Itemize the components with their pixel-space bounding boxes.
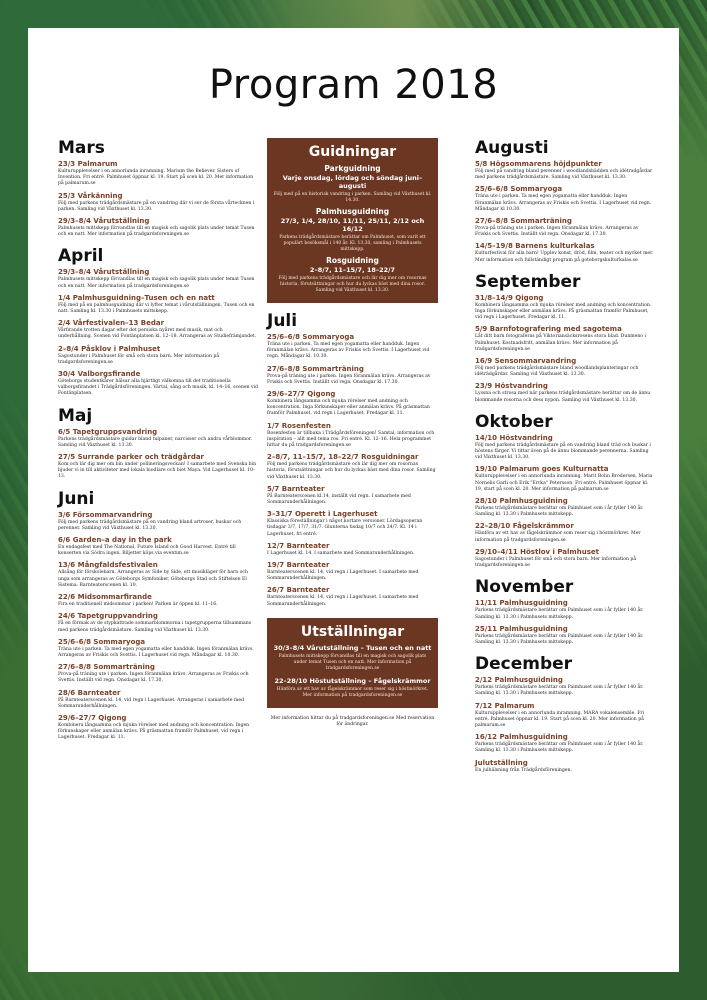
hostutstallning-text: Hänföra av ett hav av fågelskrämmor som reser sig i höstmörkret. Mer information på tradgardsforeningen.se	[276, 686, 429, 698]
event-title: 29/6–27/7 Qigong	[58, 713, 127, 722]
event-item	[58, 612, 258, 633]
event-description: Prova-på träning ute i parken. Ingen föranmälan krävs. Arrangeras av Friskis och Svettis. Inställt vid regn. Onsdagar kl. 17.30.	[58, 672, 249, 684]
event-item	[475, 434, 655, 462]
event-description: Parkens trädgårdsmästare berättar om Palmhuset som i år fyller 140 år. Samling kl. 13.30 i Palmhusets mittskepp.	[475, 506, 644, 518]
event-description: Klassiska föreställningar i något kortare versioner. Lördagsoperan tisdagar 3/7, 17/7, 31/7. Glunterna tisdag 10/7 och 24/7. Kl. 14 i Lagerhuset, fri entré.	[267, 519, 423, 537]
event-item	[58, 593, 258, 608]
event-description: Prova-på träning ute i parken. Ingen föranmälan krävs. Arrangeras av Friskis och Svettis. Inställt vid regn. Onsdagar kl. 17.30.	[475, 226, 639, 238]
event-item	[58, 370, 258, 398]
event-description: Parkens trädgårdsmästare berättar om Palmhuset som i år fyller 140 år. Samling kl. 13.30 i Palmhusets mittskepp.	[475, 685, 644, 697]
palmhusguidning-text: Parkens trädgårdsmästare berättar om Palmhuset, som varit ett populärt besöksmål i 140 år. Kl. 13.30, samling i Palmhusets mittskepp.	[279, 235, 426, 252]
footer-note: Mer information hittar du på tradgardsforeningen.se Med reservation för ändringar.	[270, 715, 435, 728]
event-description: Följ med på vandring bland perenner i woodlandsbädden och idétradgårdar med parkens trädgårdsmästare. Samling vid Växthuset kl. 13.30.	[475, 169, 653, 181]
event-item	[475, 294, 655, 322]
event-item	[267, 510, 438, 538]
event-title: 24/6 Tapetgruppvandring	[58, 612, 158, 621]
event-description: Låt ditt barn fotograferas på Viktoriansäcksrosens stora blad. Dunmeno i Palmhuset. Kostnadsfritt, anmälan krävs. Mer information på tradgardsforeningen.se	[475, 334, 647, 352]
event-title: 23/3 Palmarum	[58, 160, 118, 168]
event-title: 28/6 Barnteater	[58, 688, 121, 697]
month-section	[475, 654, 655, 774]
event-title: 25/6–6/8 Sommaryoga	[475, 185, 563, 194]
event-title: 25/11 Palmhusguidning	[475, 624, 568, 633]
event-description: Vårfirande trotten dagar efter det persiska nyåret med musik, mat och underhållning. Scenen vid Fontänplatsen kl. 12–18. Arrangeras av Studiefrämjandet.	[58, 328, 257, 340]
event-item	[58, 536, 258, 557]
month-heading: September	[475, 271, 581, 292]
palmhusguidning-title: Palmhusguidning	[315, 207, 390, 216]
event-description: Sagostunder i Palmhuset för små och stora barn. Mer information på tradgardsforeningen.se	[475, 556, 637, 569]
event-description: Träna ute i parken. Ta med egen yogamatta eller handduk. Ingen föranmälan krävs. Arrangeras av Friskis och Svettis. I Lagerhuset vid regn. Måndagar kl. 10.30.	[267, 342, 430, 360]
parkguidning-title: Parkguidning	[324, 164, 381, 173]
event-description: Palmhusets mittskepp förvandlas till en magisk och sagolik plats under temat Tusen och en natt. Mer information på tradgardsforeningen.se	[58, 226, 255, 238]
month-heading: Augusti	[475, 138, 549, 158]
event-title: 22/6 Midsommarfirande	[58, 593, 152, 602]
event-item	[267, 333, 438, 361]
palmhusguidning-dates: 27/3, 1/4, 28/10, 11/11, 25/11, 2/12 och 16/12	[280, 217, 425, 233]
event-item	[475, 676, 655, 697]
event-description: Barnteaterscenen kl. 14, vid regn i Lagerhuset. I samarbete med Sommarunderhållningen.	[267, 595, 419, 607]
event-title: 30/4 Valborgsfirande	[58, 370, 141, 379]
event-title: 6/5 Tapetgruppsvandring	[58, 427, 158, 436]
event-item	[475, 465, 655, 493]
event-title: 23/9 Höstvandring	[475, 382, 548, 391]
event-item	[58, 428, 258, 449]
event-title: 29/6–27/7 Qigong	[267, 390, 336, 399]
event-title: 3–31/7 Operett i Lagerhuset	[267, 510, 378, 519]
event-description: Följ med parkens trädgårdsmästare på en vandring bland träd och buskar i höstens färger. Vi tittar även på de ännu blommande perennerna. Samling vid Växthuset kl. 13.30.	[475, 442, 651, 461]
page-title: Program 2018	[208, 62, 499, 108]
event-title: 1/7 Rosenfesten	[267, 421, 331, 430]
event-item	[58, 160, 258, 188]
event-title: 22–28/10 Fågelskrämmor	[475, 522, 574, 531]
month-section	[475, 577, 655, 646]
month-section	[475, 272, 655, 404]
event-description: Barnteaterscenen kl. 14, vid regn i Lagerhuset. I samarbete med Sommarunderhållningen.	[267, 570, 419, 582]
event-title: 27/6–8/8 Sommarträning	[58, 663, 155, 672]
event-title: 2–8/4 Påsklov i Palmhuset	[58, 344, 161, 353]
event-description: Kulturupplevelser i en annorlunda inramning. Marium the Believer, Sisters of Invention. Fri entré. Palmhuset öppnar kl. 19. Start på scen kl. 20. Mer information på palmarum.se	[58, 169, 254, 187]
event-item	[475, 357, 655, 378]
month-heading: Maj	[58, 405, 93, 426]
event-description: Parkens trädgårdsmästare berättar om Palmhuset som i år fyller 140 år. Samling kl. 13.30 i Palmhusets mittskepp.	[475, 608, 644, 620]
event-description: På Barnteaterscenen kl. 14, vid regn i Lagerhuset. Arrangeras i samarbete med Sommarunderhållningen.	[58, 697, 245, 709]
event-title: 19/10 Palmarum goes Kulturnatta	[475, 465, 609, 474]
rosguidning-text: Följ med parkens trädgårdsmästare och lär dig mer om rosornas historia, förutsättningar och hur du lyckas bäst med dina rosor. Samling vid Växthuset kl. 13.30.	[278, 276, 427, 293]
guidningar-heading: Guidningar	[308, 144, 397, 160]
event-description: Kulturfestival för alla barn! Upplev konst, dröd, film, teater och mycket mer. Mer information och fullständigt program på goteborgskulturkalas.se	[475, 251, 654, 263]
event-description: Göteborgs studentkårer hälsar alla hjärtligt välkomna till det traditionella valborgsfirandet i Trädgårdsföreningen. Värtal, sång och musik, kl. 14–16, scenen vid Fontänplatsen.	[58, 379, 258, 397]
event-item	[58, 511, 258, 532]
event-description: Hänföra av ett hav av fågelskrämmor som reser sig i höstmörkret. Mer information på tradgardsforeningen.se	[475, 531, 641, 543]
event-item	[475, 185, 655, 213]
event-item	[475, 599, 655, 620]
month-heading: Juni	[58, 488, 95, 509]
event-description: Kulturupplevelser i en annorlunda inramning. MARA vokalensemble. Fri entré. Palmhuset öppnar kl. 19. Start på scen kl. 20. Mer information på palmarum.se	[475, 710, 645, 728]
event-description: Parkens trädgårdsmästare guidar bland tulpaner, narcisser och andra vårblommor. Samling vid Växthuset kl. 13.30.	[58, 436, 253, 448]
event-item	[475, 217, 655, 238]
month-section	[267, 311, 438, 608]
event-item	[475, 242, 655, 263]
column-right	[475, 138, 655, 782]
event-item	[58, 217, 258, 238]
event-title: 2/12 Palmhusguidning	[475, 676, 563, 685]
event-description: På Barnteaterscenen kl.14, inställt vid regn. I samarbete med Sommarunderhållningen.	[267, 493, 411, 506]
event-description: En julhälsning från Trädgårdsföreningen.	[475, 767, 572, 773]
event-title: 29/3–8/4 Vårutställning	[58, 217, 150, 226]
poster-sheet	[28, 28, 679, 972]
event-description: Följ med på en palmhusguidning där vi lyfter temat i vårutställningen, Tusen och en natt. Samling kl. 13.30 i Palmhusets mittskepp.	[58, 302, 255, 315]
event-description: Följ med parkens trädgårdsmästare och lär dig mer om rosornas historia, förutsättningar och hur du lyckas bäst med dina rosor. Samling vid Växthuset kl. 13.30.	[267, 462, 436, 480]
event-title: Julutställning	[475, 758, 528, 767]
event-item	[267, 561, 438, 582]
month-section	[58, 489, 258, 742]
event-description: Palmhusets mittskepp förvandlas till en magisk och sagolik plats under temat Tusen och en natt. Mer information på tradgardsforeningen.se	[58, 277, 255, 289]
event-title: 5/7 Barnteater	[267, 484, 325, 493]
month-section	[58, 406, 258, 481]
event-item	[267, 365, 438, 386]
varutstallning-text: Palmhusets mittskepp förvandlas till en magisk och sagolik plats under temat Tusen och en natt. Mer information på tradgardsforeningen.se	[278, 653, 427, 671]
event-title: 5/9 Barnfotografering med sagotema	[475, 325, 622, 334]
month-heading: December	[475, 654, 573, 675]
event-description: Följ med parkens trädgårdsmästare bland woodlandsplanteringar och idéträdgårdar. Samling vid Växthuset kl. 13.30.	[475, 366, 639, 378]
event-title: 26/7 Barnteater	[267, 586, 330, 595]
guidningar-box	[267, 138, 438, 303]
month-section	[58, 138, 258, 238]
event-item	[475, 325, 655, 353]
event-item	[58, 294, 258, 315]
column-middle	[267, 138, 438, 729]
utstallningar-heading: Utställningar	[300, 623, 405, 640]
event-title: 14/5–19/8 Barnens kulturkalas	[475, 242, 595, 251]
month-heading: Mars	[58, 138, 105, 158]
event-item	[475, 160, 655, 181]
event-title: 16/9 Sensommarvandring	[475, 357, 577, 366]
event-description: Träna ute i parken. Ta med egen yogamatta eller handduk. Ingen föranmälan krävs. Arrangeras av Friskis och Svettis. I Lagerhuset vid regn. Måndagar kl. 10.30.	[58, 646, 254, 658]
event-item	[475, 759, 655, 774]
event-item	[267, 485, 438, 506]
event-description: Följ med parkens trädgårdsmästare på en vandring bland artroser, buskar och perenner. Samling vid Växthuset kl. 13.30.	[58, 519, 242, 531]
event-title: 27/5 Surrande parker och trädgårdar	[58, 453, 205, 462]
event-description: En endagsfest med The National, Future Island och Good Harvest. Entré till konserten via Södra ingen. Biljetter köps via eventim.se	[58, 545, 236, 557]
utstallningar-box	[267, 618, 438, 708]
event-title: 1/4 Palmhusguidning–Tusen och en natt	[58, 293, 215, 302]
event-item	[267, 542, 438, 557]
event-description: Kulturupplevelser i en annorlunda inramning. Marit Bohn Brodersen, Maria Nornelis Garli och Erik "Errka" Petersson. Fri entré. Palmhuset öppnar kl. 19, start på scen kl. 20. Mer information på palmarum.se	[475, 474, 653, 492]
month-heading: November	[475, 577, 574, 598]
varutstallning-title: 30/3–8/4 Vårutställning – Tusen och en natt	[273, 643, 432, 652]
event-description: Parkens trädgårdsmästare berättar om Palmhuset som i år fyller 140 år. Samling kl. 13.30 i Palmhusets mittskepp.	[475, 742, 644, 754]
column-left	[58, 138, 258, 750]
event-item	[475, 382, 655, 403]
event-description: Fira en traditionell midsommar i parken! Parken är öppen kl. 11–16.	[58, 602, 218, 608]
event-description: Följ med parkens trädgårdsmästare på en vandring där vi ser de första vårtecknen i parken. Samling vid Växthuset kl. 13.30.	[58, 200, 255, 212]
event-item	[475, 548, 655, 569]
event-item	[58, 453, 258, 481]
event-title: 25/3 Vårkänning	[58, 191, 123, 200]
rosguidning-dates: 2–8/7, 11–15/7, 18–22/7	[309, 266, 396, 274]
rosguidning-title: Rosguidning	[326, 256, 379, 265]
event-item	[58, 268, 258, 289]
middle-months	[267, 311, 438, 608]
event-item	[475, 625, 655, 646]
event-title: 11/11 Palmhusguidning	[475, 599, 568, 608]
event-description: I Lagerhuset kl. 14. I samarbete med Sommarunderhållningen.	[267, 550, 415, 556]
event-title: 31/8–14/9 Qigong	[475, 293, 544, 302]
month-section	[58, 246, 258, 397]
event-item	[475, 733, 655, 754]
event-title: 25/6–6/8 Sommaryoga	[267, 333, 355, 341]
event-item	[475, 522, 655, 543]
event-title: 7/12 Palmarum	[475, 701, 535, 710]
event-description: Prova-på träning ute i parken. Ingen föranmälan krävs. Arrangeras av Friskis och Svettis. Inställt vid regn. Onsdagar kl. 17.30.	[267, 373, 431, 385]
parkguidning-text: Följ med på en historisk vandring i parken. Samling vid Växthuset kl. 14.30.	[273, 192, 432, 203]
event-item	[58, 319, 258, 340]
event-title: 14/10 Höstvandring	[475, 433, 553, 442]
event-item	[58, 663, 258, 684]
event-title: 5/8 Högsommarens höjdpunkter	[475, 160, 602, 168]
month-heading: April	[58, 246, 104, 267]
event-item	[475, 497, 655, 518]
event-title: 16/12 Palmhusguidning	[475, 733, 568, 742]
event-description: Träna ute i parken. Ta med egen yogamatta eller handduk. Ingen föranmälan krävs. Arrangeras av Friskis och Svettis. I Lagerhuset vid regn. Måndagar kl 10.30.	[475, 194, 652, 212]
event-title: 13/6 Mångfaldsfestivalen	[58, 561, 158, 570]
event-title: 3/6 Försommarvandring	[58, 510, 153, 519]
event-item	[58, 638, 258, 659]
month-section	[475, 412, 655, 569]
event-description: Kombinera långsamma och mjuka rörelser med andning och koncentration. Ingen förkunskaper eller anmälan krävs. På gräsmattan framför Palmhuset, vid regn i Lagerhuset. Fredagar kl. 11.	[58, 722, 250, 741]
event-title: 29/10–4/11 Höstlov i Palmhuset	[475, 547, 599, 556]
event-description: Allsång för förskolebarn. Arrangeras av Side by Side, ett musikläger för barn och unga som arrangeras av Göteborgs Symfoniker, Göteborgs Stad och Stiftelsen El Sistema. Barnteaterscenen kl. 10.	[58, 570, 248, 588]
event-description: Sagostunder i Palmhuset för små och stora barn. Mer information på tradgardsforeningen.se	[58, 353, 220, 365]
event-item	[58, 345, 258, 366]
event-title: 27/6–8/8 Sommarträning	[267, 364, 364, 373]
month-heading: Juli	[267, 311, 298, 331]
event-item	[58, 714, 258, 742]
event-item	[267, 422, 438, 450]
event-title: 25/6–6/8 Sommaryoga	[58, 637, 146, 646]
event-item	[58, 689, 258, 710]
month-heading: Oktober	[475, 411, 553, 432]
event-description: Kom och lär dig mer om bin under pollineringsveckan! I samarbete med Svenska bin bjuder vi in till aktiviteter med lokala biodlare och biet Maya. Vid Lagerhuset kl. 10–13.	[58, 462, 257, 480]
event-item	[267, 390, 438, 418]
event-title: 6/6 Garden–a day in the park	[58, 536, 172, 545]
event-title: 2/4 Vårfestivalen–13 Bedar	[58, 319, 165, 328]
parkguidning-dates: Varje onsdag, lördag och söndag juni–augusti	[282, 174, 423, 190]
event-title: 19/7 Barnteater	[267, 561, 330, 570]
event-item	[58, 561, 258, 589]
event-title: 29/3–8/4 Vårutställning	[58, 268, 150, 277]
month-section	[475, 138, 655, 264]
event-item	[475, 702, 655, 730]
event-description: Parkens trädgårdsmästare berättar om Palmhuset som i år fyller 140 år. Samling kl. 13.30 i Palmhusets mittskepp.	[475, 633, 644, 645]
event-item	[267, 586, 438, 607]
event-description: Rosenfesten är tillbaka i Trädgårdsföreningen! Samtal, information och inspiration – allt med tema ros. Fri entré. Kl. 12–16. Hela programmet hittar du på tradgardsforeningen.se	[267, 430, 435, 449]
event-description: Lyssna och strosa med när parkens trädgårdsmästare berättar om de ännu blommande rosorna och dess nypon. Samling vid Växthuset kl. 13.30.	[475, 391, 651, 403]
hostutstallning-title: 22–28/10 Höstutställning – Fågelskrämmor	[274, 676, 431, 685]
event-title: 12/7 Barnteater	[267, 541, 330, 550]
event-item	[58, 192, 258, 213]
event-description: Få en förmak av de stypkattrade sommarblommorna i tapetgrupperna tillsammans med parkens trädgårdsmästare. Samling vid Växthuset kl. 13.30.	[58, 621, 252, 633]
event-title: 27/6–8/8 Sommarträning	[475, 217, 572, 226]
event-description: Kombinera långsamma och mjuka rörelser med andning och koncentration. Inga förkunskaper eller anmälan krävs. På gräsmattan framför Palmhuset, vid regn i Lagerhuset. Fredagar kl. 11.	[475, 302, 652, 321]
event-item	[267, 453, 438, 481]
event-description: Kombinera långsamma och mjuka rörelser med andning och koncentration. Inga förkunskaper eller anmälan krävs. På gräsmattan framför Palmhuset, vid regn i Lagerhuset. Fredagar kl. 11.	[267, 399, 430, 417]
event-title: 28/10 Palmhusguidning	[475, 497, 568, 506]
event-title: 2–8/7, 11–15/7, 18–22/7 Rosguidningar	[267, 453, 419, 462]
